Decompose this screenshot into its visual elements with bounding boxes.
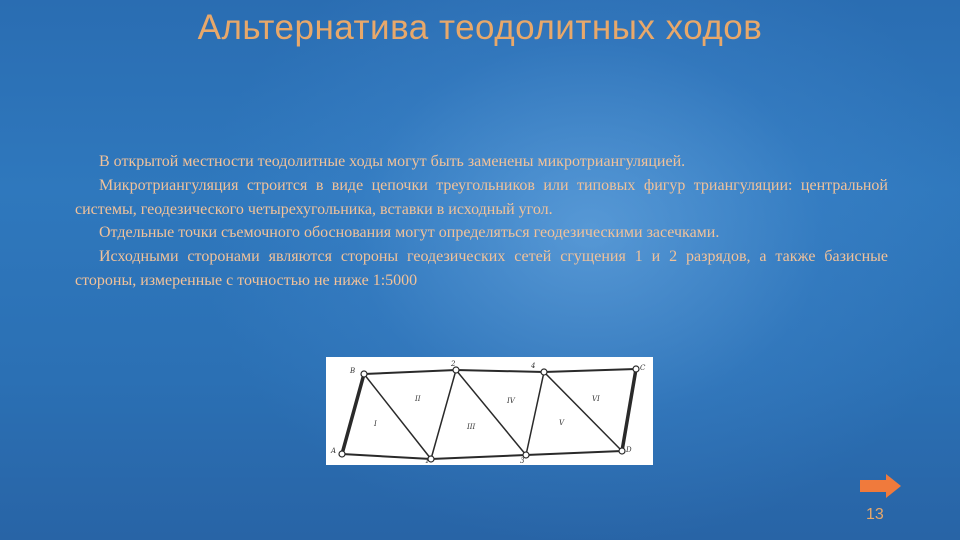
label-A: A: [331, 447, 337, 455]
label-4: 4: [531, 362, 536, 370]
side-3-4: [526, 372, 544, 455]
paragraph-2: Микротриангуляция строится в виде цепочки треугольников или типовых фигур триангуляции: центральной системы, геодезического четырехугольника, вставки в исходный угол.: [75, 176, 888, 218]
label-2: 2: [451, 360, 456, 368]
side-4-C: [544, 369, 636, 372]
triangle-label-V: V: [559, 419, 565, 427]
paragraph-4: Исходными сторонами являются стороны геодезических сетей сгущения 1 и 2 разрядов, а также базисные стороны, измеренные с точностью не ниже 1:5000: [75, 248, 888, 289]
paragraph-1: В открытой местности теодолитные ходы могут быть заменены микротриангуляцией.: [99, 153, 686, 170]
side-C-D: [622, 369, 636, 451]
label-B: B: [350, 367, 356, 375]
slide-title: Альтернатива теодолитных ходов: [197, 8, 763, 47]
point-4: [541, 369, 547, 375]
right-arrow-icon: [858, 472, 903, 500]
point-A: [339, 451, 345, 457]
label-C: C: [640, 364, 646, 372]
label-D: D: [626, 446, 632, 454]
side-B-1: [364, 374, 431, 459]
label-3: 3: [520, 457, 525, 465]
side-3-D: [526, 451, 622, 455]
side-1-3: [431, 455, 526, 459]
point-B: [361, 371, 367, 377]
side-1-2: [431, 370, 456, 459]
triangulation-chain-svg: [326, 357, 653, 465]
page-number: 13: [866, 506, 884, 523]
side-2-3: [456, 370, 526, 455]
triangle-label-I: I: [374, 420, 377, 428]
side-2-4: [456, 370, 544, 372]
triangle-label-IV: IV: [507, 397, 515, 405]
slide-body: [75, 150, 888, 293]
triangle-label-III: III: [467, 423, 476, 431]
next-slide-button[interactable]: [858, 472, 903, 500]
paragraph-3: Отдельные точки съемочного обоснования могут определяться геодезическими засечками.: [99, 224, 720, 242]
point-C: [633, 366, 639, 372]
point-D: [619, 448, 625, 454]
triangulation-chain-diagram: [326, 357, 653, 465]
side-B-2: [364, 370, 456, 374]
triangle-label-VI: VI: [592, 395, 600, 403]
side-4-D: [544, 372, 622, 451]
triangle-label-II: II: [415, 395, 421, 403]
label-1: 1: [425, 457, 430, 465]
side-A-B: [342, 374, 364, 454]
side-A-1: [342, 454, 431, 459]
